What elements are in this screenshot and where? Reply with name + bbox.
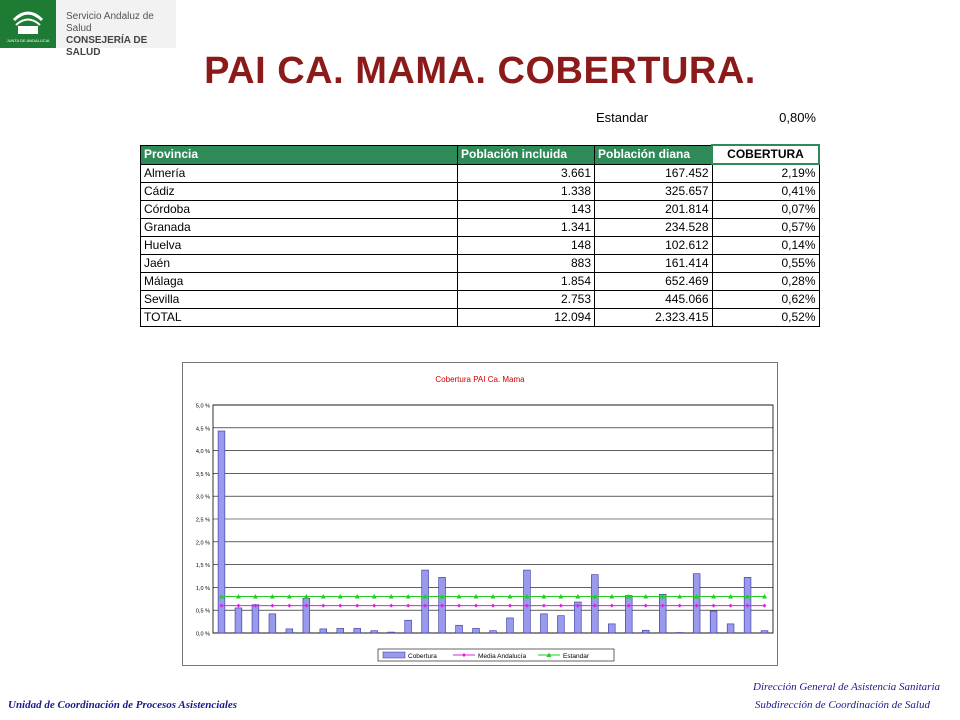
bar-cobertura — [659, 594, 666, 633]
cell-provincia: Málaga — [141, 273, 458, 291]
bar-cobertura — [371, 631, 378, 633]
table-header-row — [141, 145, 820, 164]
cell-poblacion-incluida: 1.341 — [458, 219, 595, 237]
bar-cobertura — [354, 628, 361, 633]
media-andalucia-point — [287, 604, 291, 608]
media-andalucia-point — [491, 604, 495, 608]
chart-title: Cobertura PAI Ca. Mama — [435, 375, 525, 384]
legend-swatch-cobertura — [383, 652, 405, 658]
table-row — [141, 219, 820, 237]
cell-provincia: Sevilla — [141, 291, 458, 309]
y-tick-label: 4,0 % — [195, 449, 210, 456]
cell-poblacion-diana: 234.528 — [595, 219, 713, 237]
cell-cobertura: 0,62% — [712, 291, 819, 309]
media-andalucia-point — [236, 604, 240, 608]
cell-poblacion-incluida: 883 — [458, 255, 595, 273]
junta-shield-icon — [0, 0, 56, 48]
bar-cobertura — [710, 611, 717, 633]
table-body — [141, 164, 820, 327]
y-tick-label: 3,5 % — [195, 471, 210, 478]
cell-poblacion-diana: 652.469 — [595, 273, 713, 291]
logo-banner — [0, 0, 176, 58]
media-andalucia-point — [610, 604, 614, 608]
y-tick-label: 2,5 % — [195, 517, 210, 524]
cell-poblacion-incluida: 148 — [458, 237, 595, 255]
bar-cobertura — [456, 625, 463, 633]
table-row — [141, 201, 820, 219]
y-tick-label: 5,0 % — [195, 403, 210, 410]
page-title: PAI CA. MAMA. COBERTURA. — [204, 50, 756, 92]
y-tick-label: 0,5 % — [195, 608, 210, 615]
bar-cobertura — [422, 570, 429, 633]
cell-poblacion-diana: 2.323.415 — [595, 309, 713, 327]
y-tick-label: 2,0 % — [195, 540, 210, 547]
bar-cobertura — [218, 431, 225, 633]
cell-cobertura: 0,55% — [712, 255, 819, 273]
media-andalucia-point — [355, 604, 359, 608]
cell-poblacion-incluida: 1.854 — [458, 273, 595, 291]
y-tick-label: 1,5 % — [195, 563, 210, 570]
logo-caption: JUNTA DE ANDALUCIA — [6, 38, 50, 43]
cell-provincia: Córdoba — [141, 201, 458, 219]
bar-cobertura — [405, 620, 412, 633]
chart-canvas — [183, 363, 777, 665]
junta-logo — [0, 0, 56, 48]
bar-cobertura — [235, 608, 242, 633]
media-andalucia-point — [763, 604, 767, 608]
cell-poblacion-diana: 445.066 — [595, 291, 713, 309]
cell-provincia: Almería — [141, 164, 458, 183]
bar-cobertura — [320, 629, 327, 633]
cell-poblacion-diana: 167.452 — [595, 164, 713, 183]
media-andalucia-point — [406, 604, 410, 608]
cell-provincia: Cádiz — [141, 183, 458, 201]
cell-poblacion-incluida: 143 — [458, 201, 595, 219]
media-andalucia-point — [508, 604, 512, 608]
bar-cobertura — [541, 614, 548, 633]
cell-poblacion-incluida: 12.094 — [458, 309, 595, 327]
cell-cobertura: 0,52% — [712, 309, 819, 327]
table-row — [141, 273, 820, 291]
media-andalucia-point — [712, 604, 716, 608]
org-line2: CONSEJERÍA DE SALUD — [66, 35, 148, 58]
cell-poblacion-incluida: 2.753 — [458, 291, 595, 309]
media-andalucia-point — [678, 604, 682, 608]
bar-cobertura — [507, 618, 514, 633]
col-poblacion-diana: Población diana — [595, 145, 713, 164]
bar-cobertura — [490, 631, 497, 633]
cell-cobertura: 2,19% — [712, 164, 819, 183]
bar-cobertura — [252, 605, 259, 633]
footer-subdirection: Subdirección de Coordinación de Salud — [754, 699, 930, 711]
col-cobertura: COBERTURA — [712, 145, 819, 164]
media-andalucia-point — [559, 604, 563, 608]
table-row — [141, 183, 820, 201]
table-row — [141, 291, 820, 309]
media-andalucia-point — [338, 604, 342, 608]
cell-cobertura: 0,07% — [712, 201, 819, 219]
cell-provincia: Huelva — [141, 237, 458, 255]
bar-cobertura — [608, 624, 615, 633]
bar-cobertura — [557, 616, 564, 633]
legend-label-media: Media Andalucía — [478, 653, 527, 660]
standard-value: 0,80% — [779, 110, 816, 125]
col-poblacion-incluida: Población incluida — [458, 145, 595, 164]
cell-poblacion-incluida: 1.338 — [458, 183, 595, 201]
footer-unit: Unidad de Coordinación de Procesos Asistenciales — [8, 699, 238, 711]
media-andalucia-point — [542, 604, 546, 608]
bar-cobertura — [303, 598, 310, 633]
table-row — [141, 237, 820, 255]
bar-cobertura — [388, 632, 395, 633]
cell-cobertura: 0,57% — [712, 219, 819, 237]
media-andalucia-point — [457, 604, 461, 608]
coverage-table — [140, 144, 820, 327]
cell-poblacion-diana: 102.612 — [595, 237, 713, 255]
media-andalucia-point — [644, 604, 648, 608]
footer-direction: Dirección General de Asistencia Sanitaria — [753, 681, 940, 693]
bar-cobertura — [693, 574, 700, 633]
media-andalucia-point — [270, 604, 274, 608]
standard-label: Estandar — [596, 110, 649, 125]
media-andalucia-point — [729, 604, 733, 608]
bar-cobertura — [269, 614, 276, 633]
media-andalucia-point — [389, 604, 393, 608]
cell-provincia: TOTAL — [141, 309, 458, 327]
cell-cobertura: 0,28% — [712, 273, 819, 291]
y-tick-label: 3,0 % — [195, 494, 210, 501]
org-line1: Servicio Andaluz de Salud — [66, 11, 154, 34]
y-tick-label: 0,0 % — [195, 631, 210, 638]
legend-label-estandar: Estandar — [563, 653, 590, 660]
bar-cobertura — [473, 628, 480, 633]
cell-provincia: Jaén — [141, 255, 458, 273]
cell-cobertura: 0,41% — [712, 183, 819, 201]
bar-cobertura — [524, 570, 531, 633]
cell-poblacion-diana: 201.814 — [595, 201, 713, 219]
media-andalucia-point — [372, 604, 376, 608]
bar-cobertura — [642, 630, 649, 633]
y-tick-label: 4,5 % — [195, 426, 210, 433]
media-andalucia-point — [474, 604, 478, 608]
cell-poblacion-diana: 325.657 — [595, 183, 713, 201]
table-row — [141, 164, 820, 183]
bar-cobertura — [761, 631, 768, 633]
bar-cobertura — [625, 596, 632, 633]
bar-cobertura — [727, 624, 734, 633]
media-andalucia-point — [321, 604, 325, 608]
bar-cobertura — [337, 628, 344, 633]
y-tick-label: 1,0 % — [195, 585, 210, 592]
legend-label-cobertura: Cobertura — [408, 653, 437, 660]
bar-cobertura — [286, 629, 293, 633]
cell-poblacion-diana: 161.414 — [595, 255, 713, 273]
cell-cobertura: 0,14% — [712, 237, 819, 255]
col-provincia: Provincia — [141, 145, 458, 164]
table-row — [141, 309, 820, 327]
coverage-chart — [182, 362, 778, 666]
cell-poblacion-incluida: 3.661 — [458, 164, 595, 183]
cell-provincia: Granada — [141, 219, 458, 237]
table-row — [141, 255, 820, 273]
